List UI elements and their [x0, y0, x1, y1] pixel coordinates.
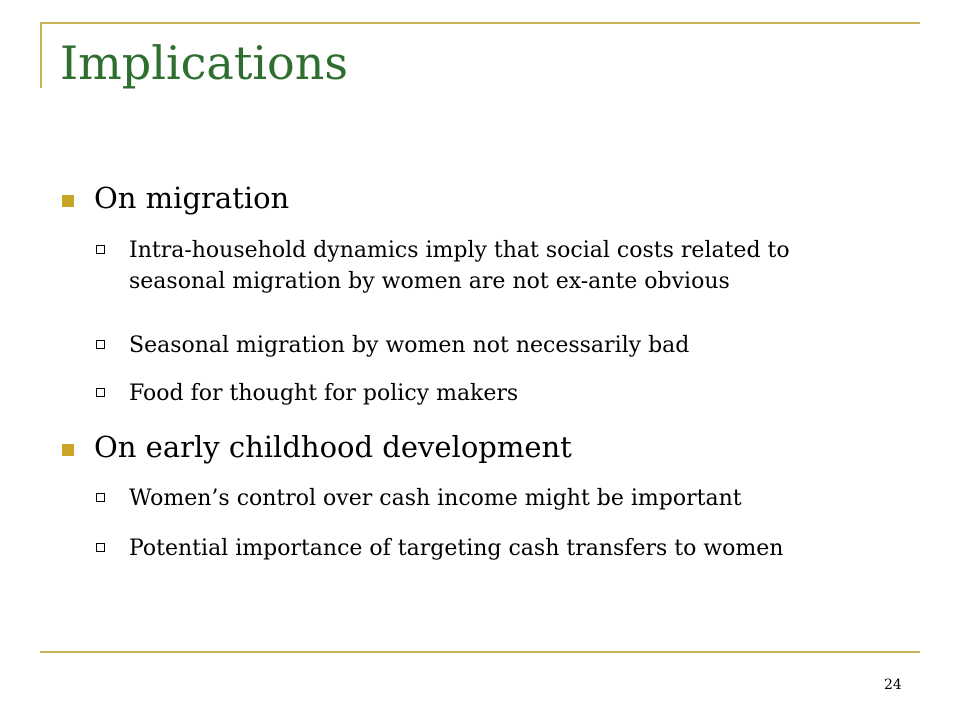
sub-bullet-text: Intra-household dynamics imply that social costs related to seasonal migration by women are not ex-ante obvious: [129, 238, 790, 295]
hollow-square-bullet-icon: [96, 340, 105, 349]
slide-title: Implications: [60, 36, 348, 90]
bottom-border-line: [40, 651, 920, 653]
left-border-line: [40, 22, 42, 88]
square-bullet-icon: [62, 444, 74, 456]
sub-bullet: [96, 235, 886, 297]
square-bullet-icon: [62, 195, 74, 207]
top-border-line: [40, 22, 920, 24]
bullet-text: On migration: [94, 181, 290, 215]
hollow-square-bullet-icon: [96, 543, 105, 552]
sub-bullet: [96, 330, 886, 361]
hollow-square-bullet-icon: [96, 493, 105, 502]
sub-bullet-text: Women’s control over cash income might be important: [129, 486, 742, 511]
hollow-square-bullet-icon: [96, 245, 105, 254]
page-number: 24: [884, 677, 902, 693]
hollow-square-bullet-icon: [96, 388, 105, 397]
sub-bullet: [96, 378, 886, 409]
sub-bullet-text: Food for thought for policy makers: [129, 381, 519, 406]
sub-bullet: [96, 533, 886, 564]
sub-bullet: [96, 483, 886, 514]
sub-bullet-text: Seasonal migration by women not necessarily bad: [129, 333, 690, 358]
bullet-text: On early childhood development: [94, 430, 572, 464]
sub-bullet-text: Potential importance of targeting cash transfers to women: [129, 536, 784, 561]
